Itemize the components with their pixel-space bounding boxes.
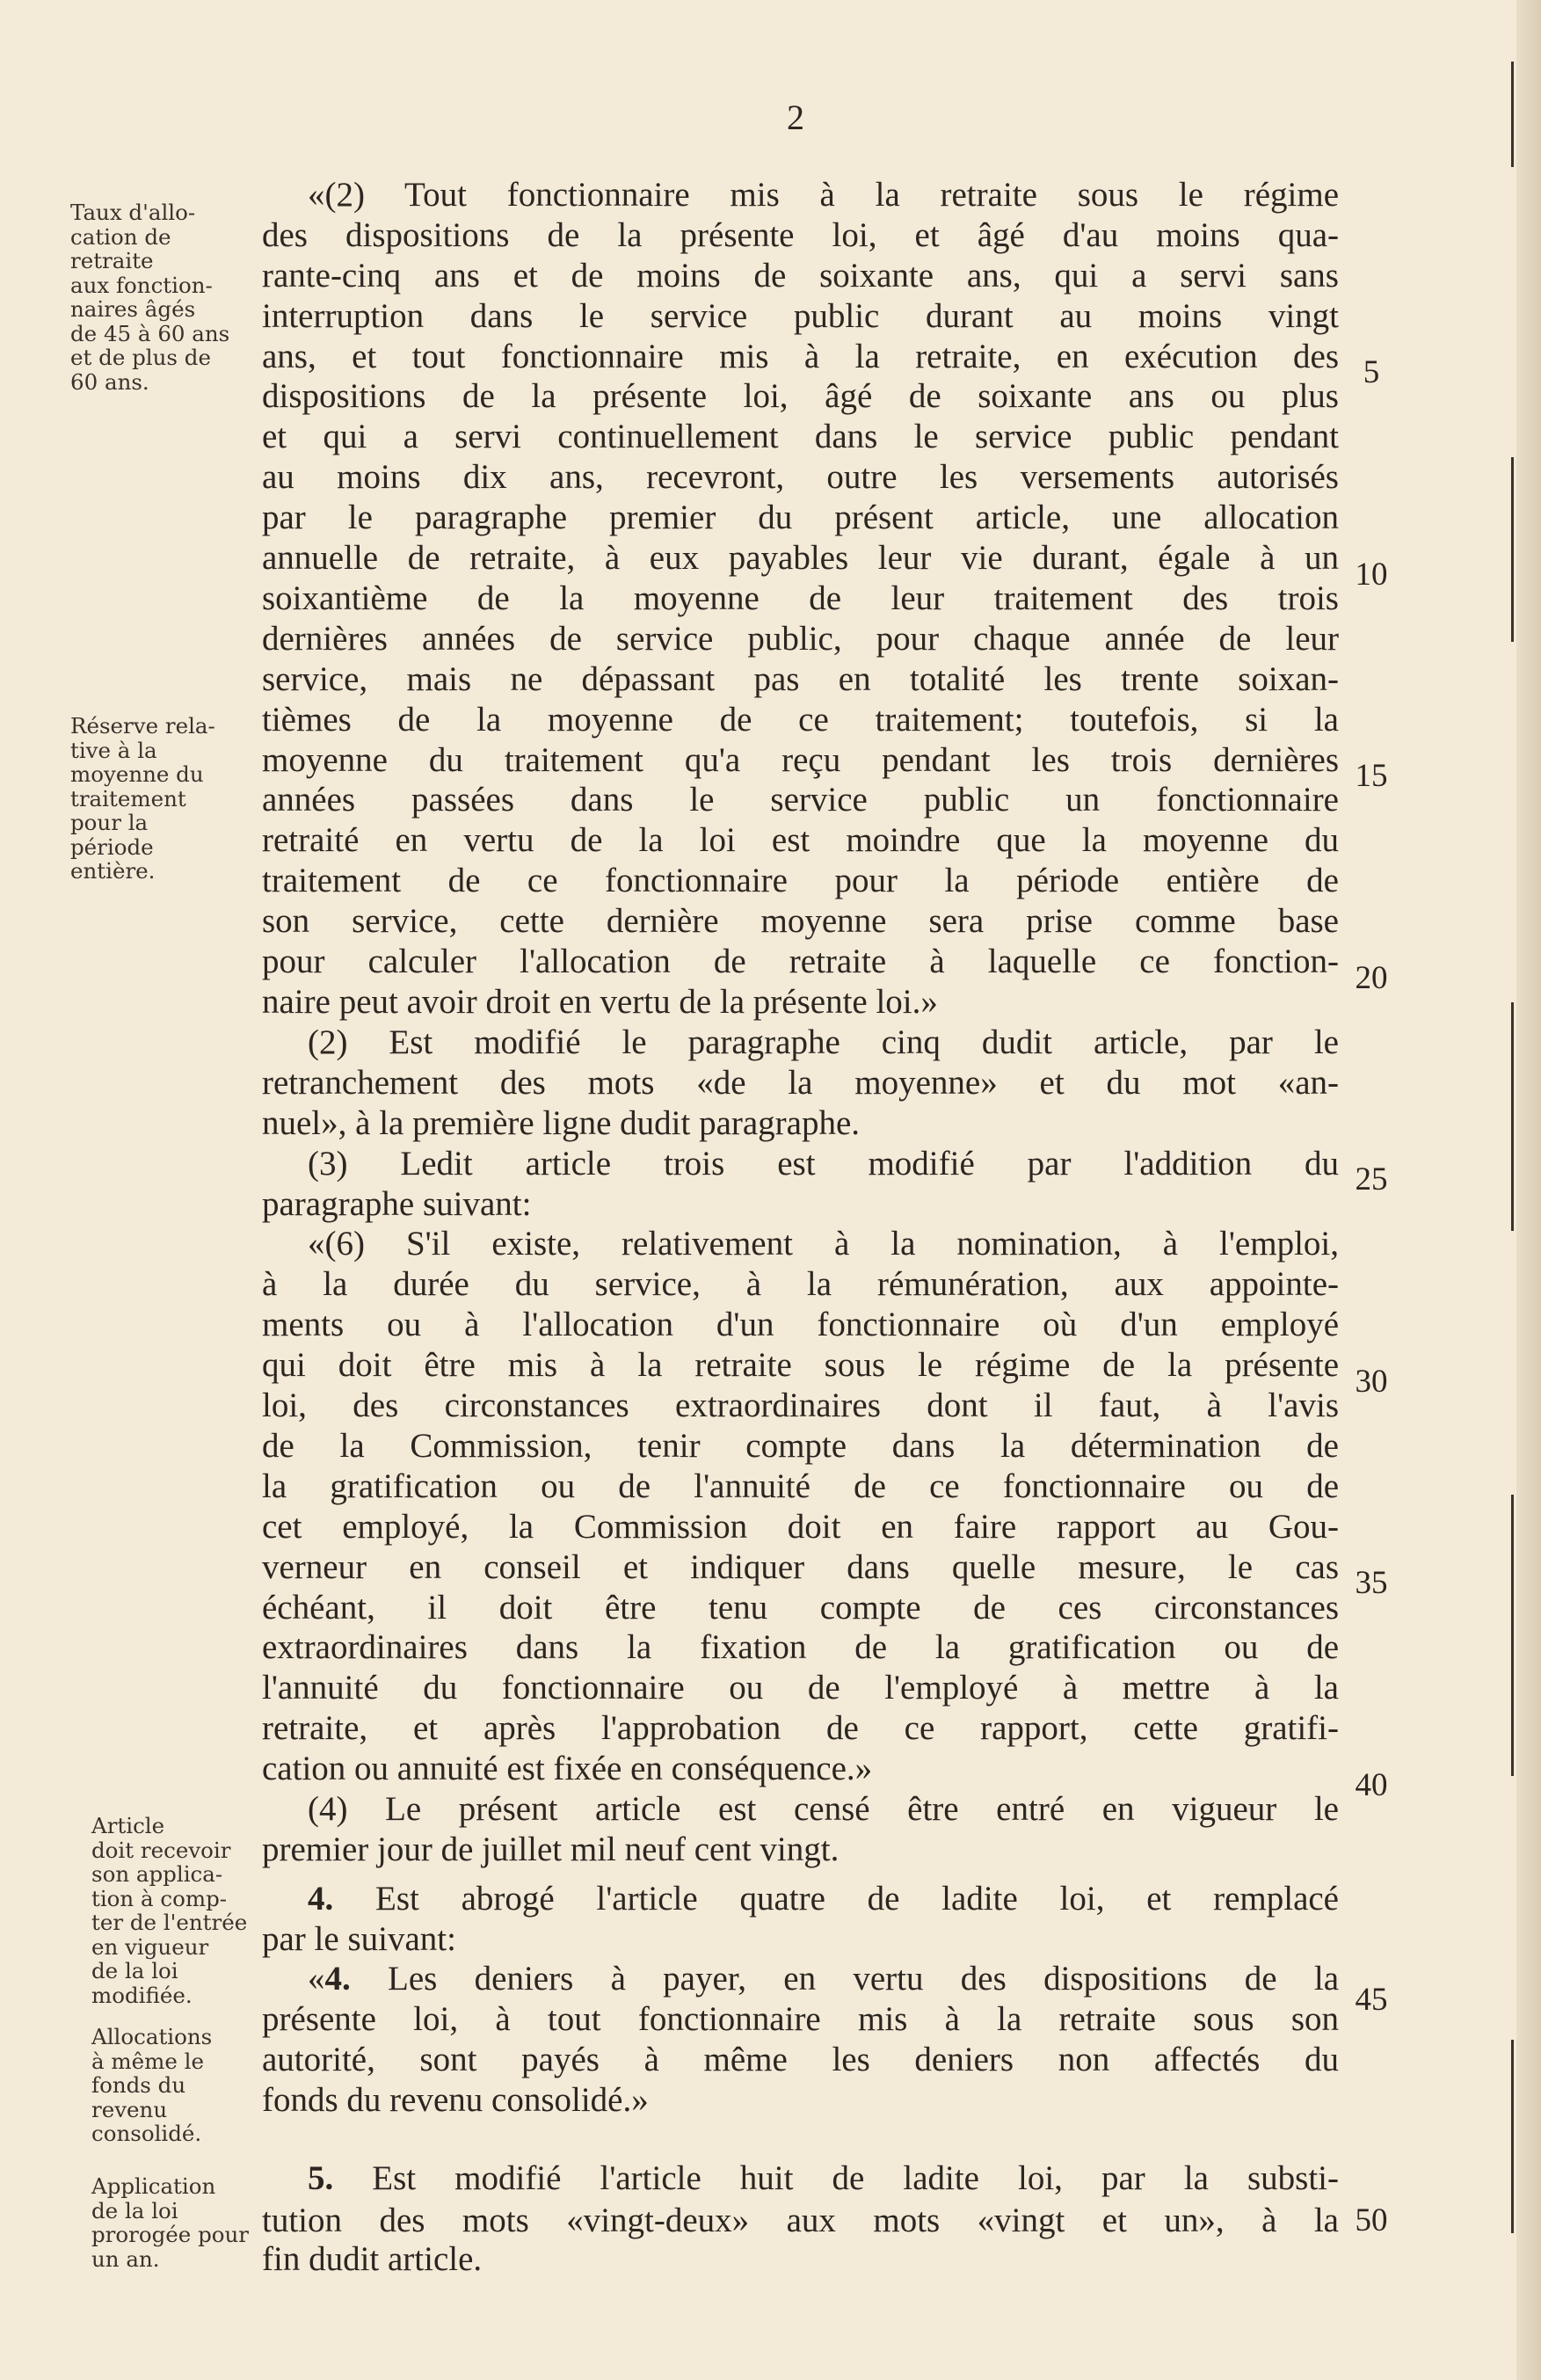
line-number: 30	[1355, 1364, 1388, 1400]
body-line-text: annuelle de retraite, à eux payables leur vie durant, égale à un	[262, 539, 1339, 577]
body-line	[262, 1427, 1339, 1466]
body-line	[262, 1709, 1339, 1748]
line-number: 45	[1355, 1982, 1388, 2018]
body-line	[262, 1387, 1339, 1425]
body-line-text: paragraphe suivant:	[262, 1185, 532, 1223]
body-line-text: Est abrogé l'article quatre de ladite loi, et remplacé	[333, 1880, 1339, 1918]
line-number: 10	[1355, 557, 1388, 593]
body-line	[262, 1064, 1339, 1103]
body-line	[262, 2081, 1339, 2120]
body-line	[262, 2240, 1339, 2279]
body-line-text: (4) Le présent article est censé être entré en vigueur le	[308, 1790, 1339, 1828]
body-line-text: pour calculer l'allocation de retraite à laquelle ce fonction-	[262, 943, 1339, 980]
margin-note-salary-average: Réserve rela- tive à la moyenne du traitement pour la période entière.	[70, 713, 215, 884]
body-line	[262, 579, 1339, 618]
body-line-text: au moins dix ans, recevront, outre les versements autorisés	[262, 458, 1339, 496]
body-line-text: tièmes de la moyenne de ce traitement; toutefois, si la	[262, 701, 1339, 739]
body-line	[262, 1589, 1339, 1627]
body-line-text: «(2) Tout fonctionnaire mis à la retraite sous le régime	[308, 176, 1339, 214]
body-line	[308, 1960, 1339, 1998]
section-number: 5.	[308, 2159, 334, 2197]
body-line-text: Est modifié l'article huit de ladite loi, par la substi-	[333, 2159, 1339, 2197]
body-line-text: cation ou annuité est fixée en conséquence.»	[262, 1750, 873, 1787]
edge-rule	[1511, 457, 1514, 642]
section-number: 4.	[324, 1960, 351, 1998]
body-line	[262, 1628, 1339, 1667]
margin-note-consolidated-fund: Allocations à même le fonds du revenu consolidé.	[91, 2024, 213, 2146]
line-number: 20	[1355, 960, 1388, 996]
body-line-text: fonds du revenu consolidé.»	[262, 2081, 649, 2119]
line-number: 25	[1355, 1161, 1388, 1197]
body-line	[262, 499, 1339, 537]
body-line-text: de la Commission, tenir compte dans la détermination de	[262, 1427, 1339, 1465]
body-line	[308, 2159, 1339, 2198]
body-line	[262, 620, 1339, 659]
body-line	[308, 1225, 1339, 1263]
body-line-text: son service, cette dernière moyenne sera prise comme base	[262, 902, 1339, 940]
body-line	[262, 781, 1339, 819]
body-line	[262, 458, 1339, 497]
body-line-text: rante-cinq ans et de moins de soixante ans, qui a servi sans	[262, 257, 1339, 295]
body-line-text: soixantième de la moyenne de leur traitement des trois	[262, 579, 1339, 617]
body-line	[262, 216, 1339, 255]
line-number: 35	[1355, 1565, 1388, 1601]
line-number: 40	[1355, 1767, 1388, 1803]
body-line-text: retranchement des mots «de la moyenne» et du mot «an-	[262, 1064, 1339, 1102]
body-line	[262, 1104, 1339, 1143]
body-line-text: «(6) S'il existe, relativement à la nomination, à l'emploi,	[308, 1225, 1339, 1263]
body-line	[262, 902, 1339, 941]
body-line	[262, 1185, 1339, 1224]
body-line	[308, 1790, 1339, 1829]
page-number: 2	[787, 98, 804, 137]
margin-note-allocation-rate: Taux d'allo- cation de retraite aux fonction- naires âgés de 45 à 60 ans et de plus de 60 ans.	[70, 200, 230, 395]
body-line-text: nuel», à la première ligne dudit paragraphe.	[262, 1104, 861, 1142]
body-line-text: extraordinaires dans la fixation de la gratification ou de	[262, 1628, 1339, 1666]
body-line	[262, 257, 1339, 295]
body-line	[262, 418, 1339, 456]
body-line	[262, 297, 1339, 336]
body-line-text: moyenne du traitement qu'a reçu pendant les trois dernières	[262, 741, 1339, 779]
body-line	[262, 2041, 1339, 2079]
body-line-text: échéant, il doit être tenu compte de ces circonstances	[262, 1589, 1339, 1627]
body-line	[308, 1145, 1339, 1183]
line-number: 15	[1355, 758, 1388, 794]
body-line-text: l'annuité du fonctionnaire ou de l'employé à mettre à la	[262, 1669, 1339, 1707]
body-line	[308, 176, 1339, 215]
body-line-text: ans, et tout fonctionnaire mis à la retraite, en exécution des	[262, 338, 1339, 375]
body-line	[262, 1467, 1339, 1506]
body-line-text: dernières années de service public, pour chaque année de leur	[262, 620, 1339, 658]
body-line	[262, 539, 1339, 578]
edge-rule	[1511, 2040, 1514, 2233]
body-line-text: des dispositions de la présente loi, et âgé d'au moins qua-	[262, 216, 1339, 254]
body-line-text: traitement de ce fonctionnaire pour la période entière de	[262, 862, 1339, 899]
body-line	[262, 1508, 1339, 1547]
page-edge	[1516, 0, 1541, 2380]
line-number: 50	[1355, 2202, 1388, 2238]
body-line	[308, 1023, 1339, 1062]
body-line-text: «	[308, 1960, 325, 1998]
body-line-text: présente loi, à tout fonctionnaire mis à la retraite sous son	[262, 2000, 1339, 2038]
body-line	[262, 2000, 1339, 2039]
body-line-text: naire peut avoir droit en vertu de la présente loi.»	[262, 983, 938, 1021]
line-number: 5	[1363, 354, 1380, 390]
body-line-text: tution des mots «vingt-deux» aux mots «vingt et un», à la	[262, 2202, 1339, 2239]
body-line	[262, 1306, 1339, 1344]
body-line-text: qui doit être mis à la retraite sous le régime de la présente	[262, 1346, 1339, 1384]
section-number: 4.	[308, 1880, 334, 1918]
body-line	[262, 1830, 1339, 1869]
body-line	[262, 821, 1339, 860]
margin-note-extension: Application de la loi prorogée pour un an.	[91, 2173, 250, 2272]
body-line	[262, 1548, 1339, 1587]
body-line-text: service, mais ne dépassant pas en totalité les trente soixan-	[262, 660, 1339, 698]
edge-rule	[1511, 1002, 1514, 1231]
body-line	[262, 1346, 1339, 1385]
body-line	[308, 1880, 1339, 1918]
body-line-text: retraite, et après l'approbation de ce rapport, cette gratifi-	[262, 1709, 1339, 1747]
body-line-text: loi, des circonstances extraordinaires dont il faut, à l'avis	[262, 1387, 1339, 1424]
edge-rule	[1511, 1495, 1514, 1776]
body-line-text: (2) Est modifié le paragraphe cinq dudit article, par le	[308, 1023, 1339, 1061]
body-line	[262, 943, 1339, 981]
body-line	[262, 1920, 1339, 1959]
body-line-text: fin dudit article.	[262, 2240, 483, 2278]
body-line	[262, 983, 1339, 1022]
body-line	[262, 701, 1339, 739]
body-line	[262, 2202, 1339, 2240]
body-line	[262, 377, 1339, 416]
body-line-text: retraité en vertu de la loi est moindre que la moyenne du	[262, 821, 1339, 859]
body-line-text: la gratification ou de l'annuité de ce fonctionnaire ou de	[262, 1467, 1339, 1505]
body-line-text: verneur en conseil et indiquer dans quelle mesure, le cas	[262, 1548, 1339, 1586]
body-line	[262, 1265, 1339, 1304]
body-line	[262, 741, 1339, 780]
body-line	[262, 338, 1339, 376]
body-line-text: par le paragraphe premier du présent article, une allocation	[262, 499, 1339, 536]
body-line-text: années passées dans le service public un fonctionnaire	[262, 781, 1339, 819]
body-line-text: premier jour de juillet mil neuf cent vingt.	[262, 1830, 840, 1868]
body-line-text: (3) Ledit article trois est modifié par l'addition du	[308, 1145, 1339, 1183]
body-line	[262, 1750, 1339, 1788]
body-line-text: et qui a servi continuellement dans le service public pendant	[262, 418, 1339, 455]
body-line	[262, 660, 1339, 699]
body-line-text: par le suivant:	[262, 1920, 456, 1958]
body-line-text: Les deniers à payer, en vertu des dispositions de la	[350, 1960, 1339, 1998]
margin-note-effective-date: Article doit recevoir son applica- tion à comp- ter de l'entrée en vigueur de la loi modifiée.	[91, 1813, 248, 2008]
body-line-text: interruption dans le service public durant au moins vingt	[262, 297, 1339, 335]
body-line-text: cet employé, la Commission doit en faire rapport au Gou-	[262, 1508, 1339, 1546]
body-line-text: à la durée du service, à la rémunération, aux appointe-	[262, 1265, 1339, 1303]
body-line-text: autorité, sont payés à même les deniers non affectés du	[262, 2041, 1339, 2078]
body-line-text: dispositions de la présente loi, âgé de soixante ans ou plus	[262, 377, 1339, 415]
body-line-text: ments ou à l'allocation d'un fonctionnaire où d'un employé	[262, 1306, 1339, 1343]
body-line	[262, 1669, 1339, 1707]
body-line	[262, 862, 1339, 900]
